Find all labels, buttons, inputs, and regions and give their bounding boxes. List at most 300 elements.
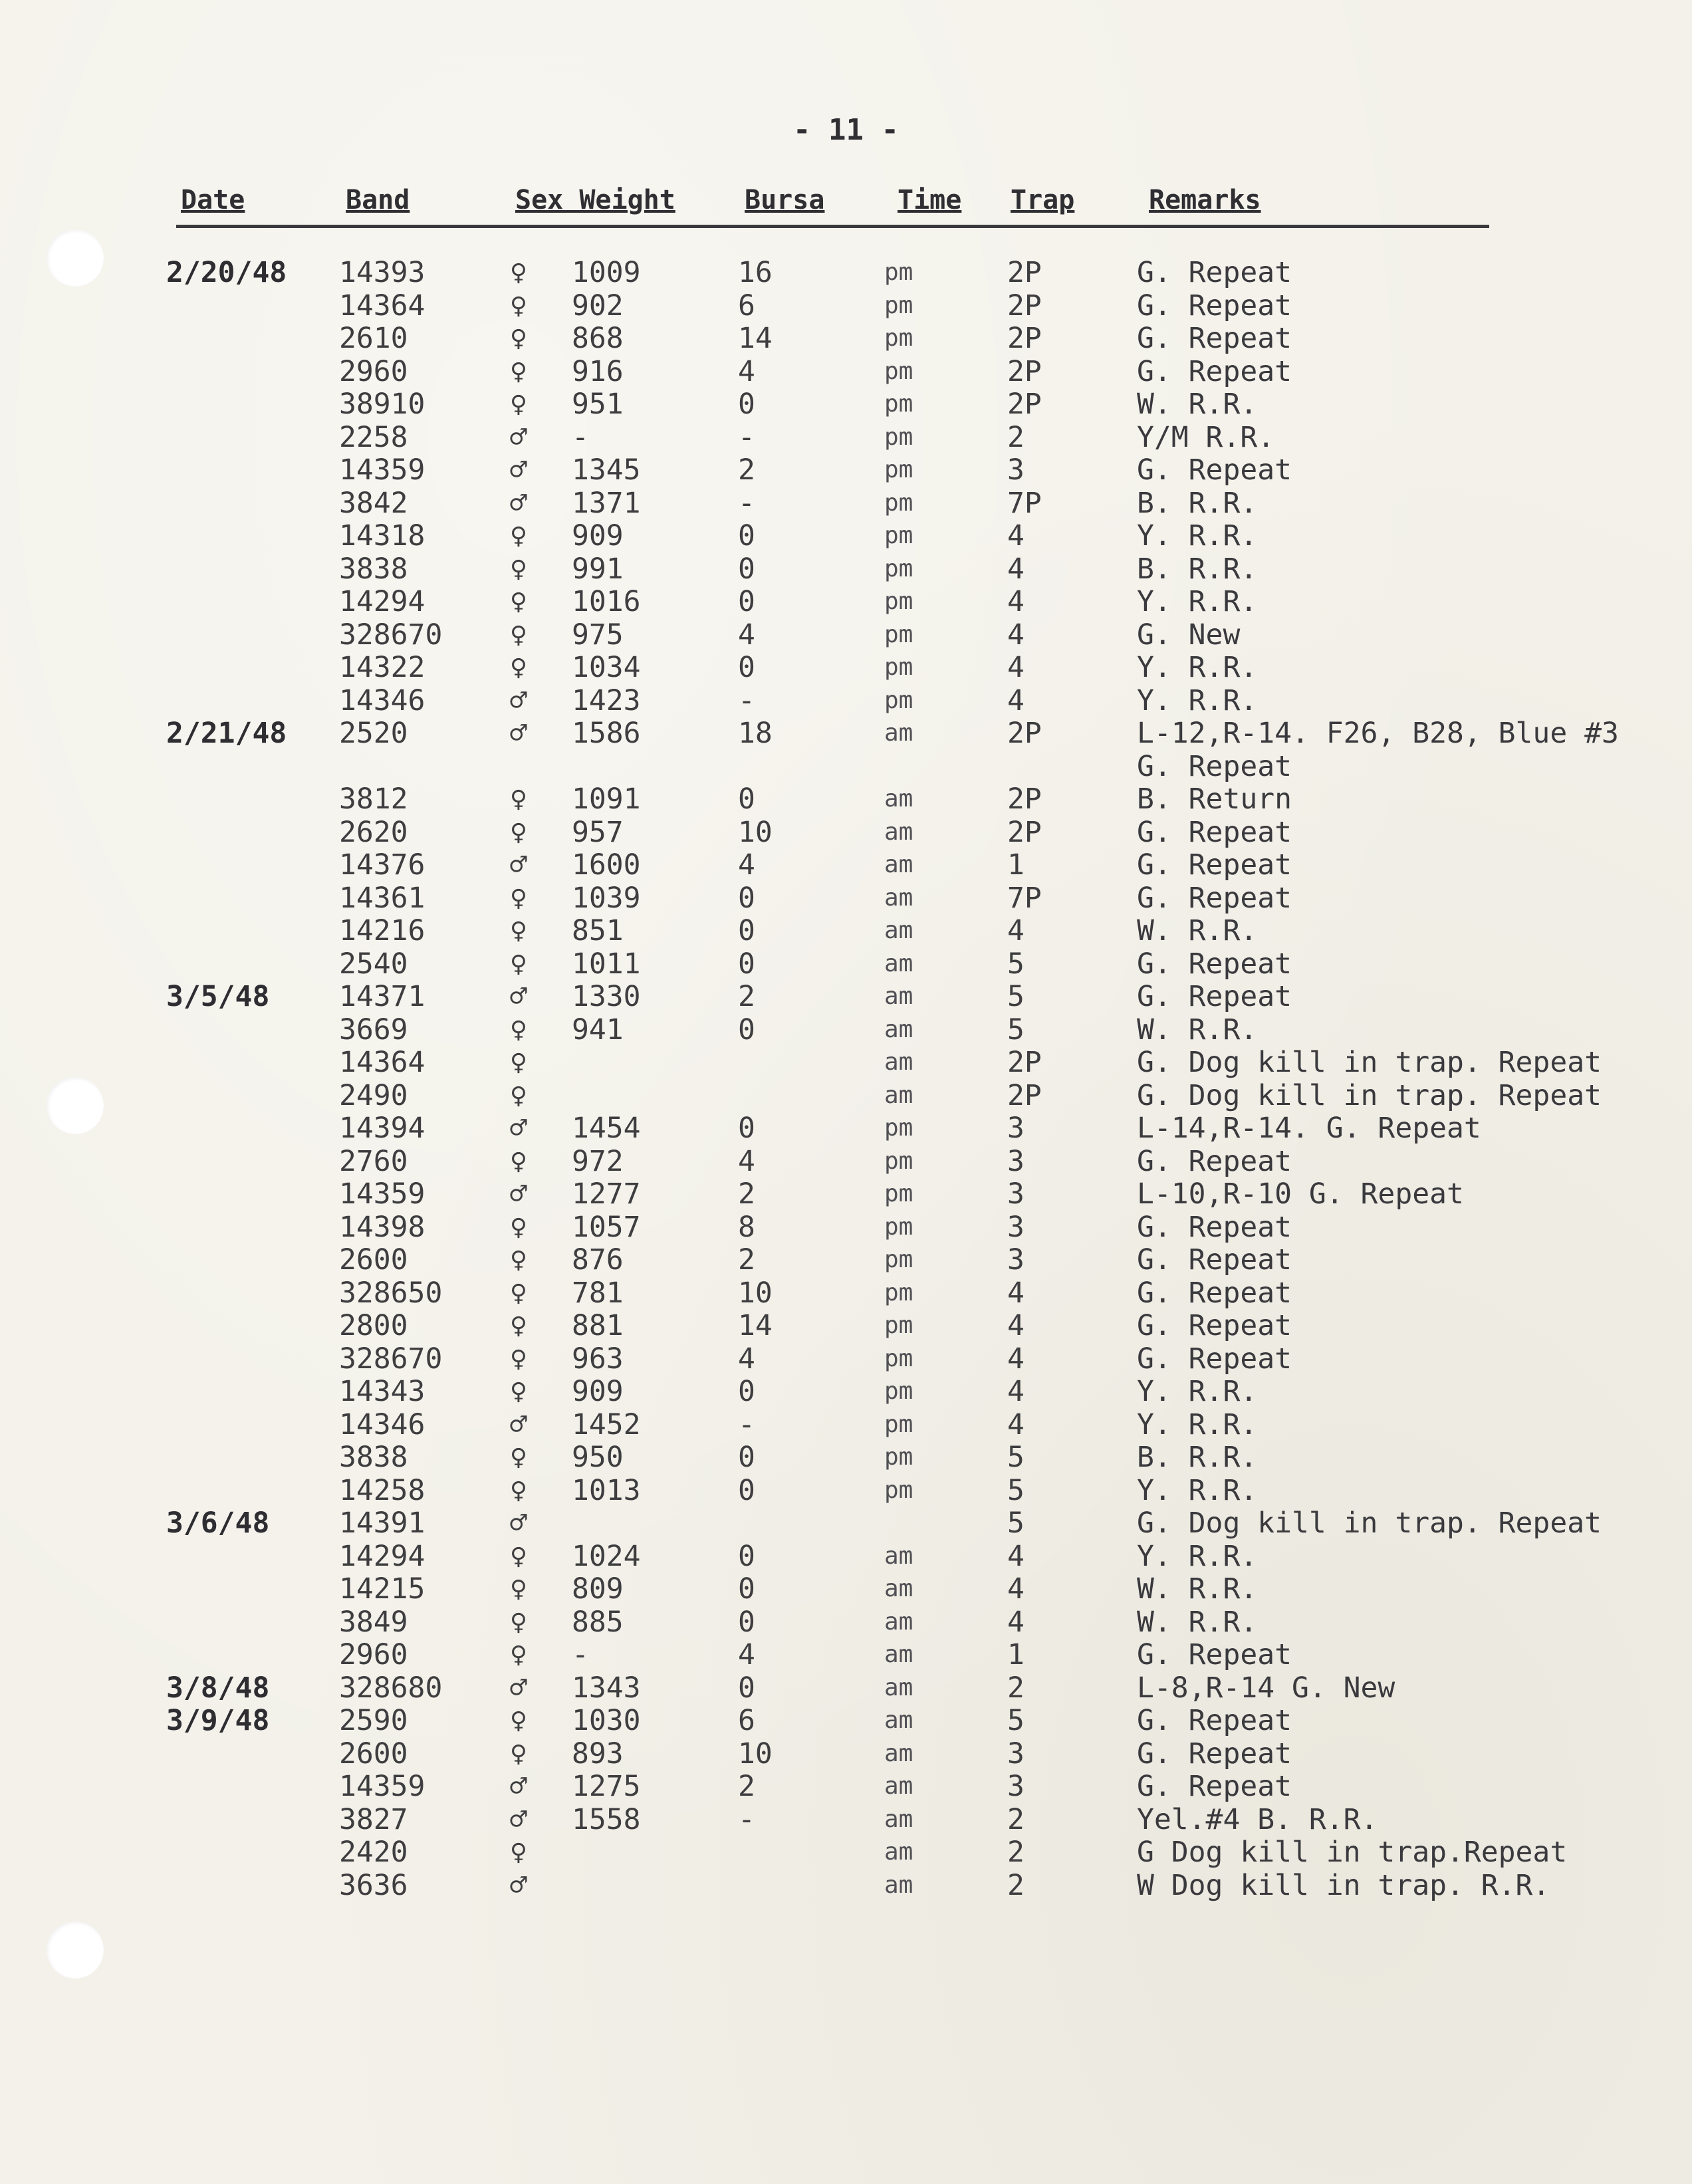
cell-weight: 1345 xyxy=(572,453,641,487)
cell-time: am xyxy=(884,1673,913,1701)
cell-band: 14318 xyxy=(339,519,425,552)
cell-sex: ♀ xyxy=(510,1243,527,1276)
cell-date: 3/8/48 xyxy=(166,1671,270,1705)
cell-band: 14346 xyxy=(339,683,425,717)
cell-weight: 916 xyxy=(572,354,624,388)
cell-weight: 902 xyxy=(572,289,624,322)
cell-bursa: 0 xyxy=(738,1112,755,1145)
cell-sex: ♀ xyxy=(510,1375,527,1408)
cell-sex: ♂ xyxy=(510,980,527,1013)
table-row xyxy=(0,848,1692,882)
cell-remarks: L-8,R-14 G. New xyxy=(1137,1671,1395,1705)
table-row xyxy=(0,1803,1692,1836)
cell-band: 14391 xyxy=(339,1507,425,1540)
cell-time: am xyxy=(884,719,913,747)
cell-remarks: G. Repeat xyxy=(1137,1144,1292,1178)
cell-weight: 909 xyxy=(572,1375,624,1408)
cell-time: pm xyxy=(884,1278,913,1306)
cell-bursa: 4 xyxy=(738,1144,755,1178)
cell-band: 14398 xyxy=(339,1210,425,1244)
cell-trap: 4 xyxy=(1007,651,1025,684)
cell-sex: ♀ xyxy=(510,783,527,816)
cell-remarks: G. Repeat xyxy=(1137,256,1292,289)
cell-trap: 7P xyxy=(1007,486,1042,520)
cell-time: am xyxy=(884,1739,913,1767)
cell-time: pm xyxy=(884,1213,913,1241)
cell-date: 3/5/48 xyxy=(166,980,270,1013)
cell-trap: 2P xyxy=(1007,354,1042,388)
cell-bursa: 0 xyxy=(738,1572,755,1606)
cell-trap: 2P xyxy=(1007,783,1042,816)
cell-trap: 5 xyxy=(1007,1704,1025,1737)
cell-remarks: Y. R.R. xyxy=(1137,1407,1258,1441)
cell-band: 14393 xyxy=(339,256,425,289)
cell-sex: ♀ xyxy=(510,1046,527,1079)
cell-bursa: 0 xyxy=(738,519,755,552)
cell-weight: 972 xyxy=(572,1144,624,1178)
cell-sex: ♀ xyxy=(510,388,527,421)
cell-band: 14343 xyxy=(339,1375,425,1408)
cell-bursa: 0 xyxy=(738,388,755,421)
table-row xyxy=(0,355,1692,388)
cell-band: 2590 xyxy=(339,1704,408,1737)
table-row xyxy=(0,1770,1692,1803)
table-row xyxy=(0,1836,1692,1869)
cell-remarks: L-10,R-10 G. Repeat xyxy=(1137,1177,1464,1211)
table-row xyxy=(0,1112,1692,1145)
table-row xyxy=(0,585,1692,618)
cell-remarks: G. Repeat xyxy=(1137,947,1292,981)
table-row xyxy=(0,1211,1692,1244)
cell-weight: 851 xyxy=(572,914,624,947)
cell-trap: 3 xyxy=(1007,1112,1025,1145)
cell-weight: 963 xyxy=(572,1342,624,1376)
table-row xyxy=(0,1737,1692,1770)
cell-weight: 1423 xyxy=(572,683,641,717)
table-row xyxy=(0,1507,1692,1540)
cell-band: 14359 xyxy=(339,453,425,487)
table-row xyxy=(0,487,1692,520)
cell-band: 3669 xyxy=(339,1013,408,1046)
cell-time: am xyxy=(884,1641,913,1668)
cell-weight: 1371 xyxy=(572,486,641,520)
cell-band: 38910 xyxy=(339,388,425,421)
table-row xyxy=(0,618,1692,652)
cell-band: 14364 xyxy=(339,289,425,322)
cell-band: 14394 xyxy=(339,1112,425,1145)
cell-band: 3812 xyxy=(339,783,408,816)
cell-trap: 4 xyxy=(1007,914,1025,947)
cell-time: am xyxy=(884,1575,913,1602)
cell-bursa: 2 xyxy=(738,1770,755,1803)
cell-weight: 957 xyxy=(572,815,624,849)
table-row xyxy=(0,980,1692,1013)
cell-trap: 4 xyxy=(1007,1572,1025,1606)
cell-weight: 975 xyxy=(572,618,624,652)
cell-bursa: - xyxy=(738,420,755,454)
cell-time: pm xyxy=(884,357,913,385)
cell-sex: ♀ xyxy=(510,1342,527,1376)
cell-time: am xyxy=(884,1707,913,1734)
cell-time: am xyxy=(884,949,913,977)
cell-date: 3/6/48 xyxy=(166,1507,270,1540)
cell-band: 3838 xyxy=(339,552,408,586)
cell-time: am xyxy=(884,1838,913,1866)
cell-band: 14322 xyxy=(339,651,425,684)
table-row xyxy=(0,256,1692,289)
table-row xyxy=(0,1869,1692,1902)
cell-trap: 3 xyxy=(1007,1243,1025,1276)
cell-time: am xyxy=(884,1871,913,1899)
cell-band: 2540 xyxy=(339,947,408,981)
cell-band: 328650 xyxy=(339,1276,443,1310)
cell-trap: 4 xyxy=(1007,519,1025,552)
cell-sex: ♀ xyxy=(510,1441,527,1474)
header-remarks: Remarks xyxy=(1149,185,1261,215)
cell-bursa: 16 xyxy=(738,256,773,289)
cell-band: 328670 xyxy=(339,618,443,652)
cell-bursa: 8 xyxy=(738,1210,755,1244)
cell-sex: ♀ xyxy=(510,651,527,684)
cell-remarks: G. Dog kill in trap. Repeat xyxy=(1137,1078,1602,1112)
cell-band: 14371 xyxy=(339,980,425,1013)
cell-time: pm xyxy=(884,1410,913,1438)
table-row xyxy=(0,1276,1692,1310)
table-row xyxy=(0,816,1692,849)
cell-trap: 2 xyxy=(1007,1836,1025,1869)
cell-time: pm xyxy=(884,1180,913,1207)
cell-time: pm xyxy=(884,654,913,681)
cell-bursa: 0 xyxy=(738,651,755,684)
cell-remarks: B. R.R. xyxy=(1137,552,1258,586)
cell-bursa: 4 xyxy=(738,848,755,882)
table-row xyxy=(0,1540,1692,1573)
cell-sex: ♀ xyxy=(510,1276,527,1310)
cell-sex: ♂ xyxy=(510,453,527,487)
header-rule xyxy=(176,225,1489,228)
cell-trap: 2P xyxy=(1007,717,1042,750)
cell-bursa: 0 xyxy=(738,1671,755,1705)
cell-remarks: G. Repeat xyxy=(1137,1737,1292,1770)
cell-band: 14294 xyxy=(339,1539,425,1573)
table-row xyxy=(0,1408,1692,1441)
cell-remarks: G. Repeat xyxy=(1137,980,1292,1013)
cell-band: 2620 xyxy=(339,815,408,849)
cell-sex: ♂ xyxy=(510,1770,527,1803)
cell-time: pm xyxy=(884,291,913,319)
cell-trap: 3 xyxy=(1007,1770,1025,1803)
cell-sex: ♂ xyxy=(510,848,527,882)
cell-bursa: 2 xyxy=(738,453,755,487)
cell-time: am xyxy=(884,917,913,944)
cell-weight: 1034 xyxy=(572,651,641,684)
table-row xyxy=(0,1704,1692,1737)
cell-weight: 1600 xyxy=(572,848,641,882)
table-row xyxy=(0,1606,1692,1639)
cell-sex: ♀ xyxy=(510,1539,527,1573)
cell-weight: 1343 xyxy=(572,1671,641,1705)
table-row xyxy=(0,1145,1692,1178)
cell-remarks: Yel.#4 B. R.R. xyxy=(1137,1802,1378,1836)
cell-bursa: 4 xyxy=(738,354,755,388)
table-row xyxy=(0,651,1692,684)
cell-time: am xyxy=(884,818,913,846)
cell-time: am xyxy=(884,1015,913,1043)
cell-sex: ♀ xyxy=(510,1013,527,1046)
cell-sex: ♀ xyxy=(510,1737,527,1770)
cell-remarks: W. R.R. xyxy=(1137,388,1258,421)
cell-trap: 4 xyxy=(1007,1342,1025,1376)
cell-bursa: 10 xyxy=(738,1276,773,1310)
cell-remarks: G. Repeat xyxy=(1137,881,1292,915)
cell-sex: ♀ xyxy=(510,519,527,552)
cell-trap: 4 xyxy=(1007,683,1025,717)
cell-remarks: G. Repeat xyxy=(1137,848,1292,882)
cell-remarks: G. Repeat xyxy=(1137,1704,1292,1737)
cell-bursa: 4 xyxy=(738,1638,755,1671)
cell-remarks: G. Repeat xyxy=(1137,1638,1292,1671)
cell-bursa: 0 xyxy=(738,585,755,618)
table-row xyxy=(0,453,1692,487)
cell-sex: ♀ xyxy=(510,1836,527,1869)
header-sex-weight: Sex Weight xyxy=(515,185,675,215)
cell-band: 2610 xyxy=(339,322,408,355)
cell-remarks: Y. R.R. xyxy=(1137,1539,1258,1573)
header-time: Time xyxy=(898,185,962,215)
header-band: Band xyxy=(346,185,410,215)
cell-time: am xyxy=(884,851,913,878)
cell-band: 14258 xyxy=(339,1473,425,1507)
cell-trap: 3 xyxy=(1007,453,1025,487)
cell-time: pm xyxy=(884,1344,913,1372)
cell-sex: ♀ xyxy=(510,1572,527,1606)
cell-time: pm xyxy=(884,1378,913,1405)
cell-band: 14294 xyxy=(339,585,425,618)
cell-weight: 991 xyxy=(572,552,624,586)
cell-weight: 1013 xyxy=(572,1473,641,1507)
cell-trap: 2P xyxy=(1007,1078,1042,1112)
cell-weight: 1057 xyxy=(572,1210,641,1244)
cell-bursa: 2 xyxy=(738,980,755,1013)
cell-band: 3827 xyxy=(339,1802,408,1836)
cell-bursa: 6 xyxy=(738,1704,755,1737)
cell-trap: 5 xyxy=(1007,980,1025,1013)
cell-bursa: 0 xyxy=(738,1605,755,1639)
cell-sex: ♂ xyxy=(510,1507,527,1540)
cell-trap: 1 xyxy=(1007,1638,1025,1671)
cell-sex: ♀ xyxy=(510,1144,527,1178)
cell-time: pm xyxy=(884,324,913,352)
cell-trap: 4 xyxy=(1007,552,1025,586)
cell-sex: ♀ xyxy=(510,322,527,355)
cell-weight: 809 xyxy=(572,1572,624,1606)
cell-remarks: Y. R.R. xyxy=(1137,651,1258,684)
cell-bursa: 18 xyxy=(738,717,773,750)
cell-band: 3842 xyxy=(339,486,408,520)
cell-weight: 941 xyxy=(572,1013,624,1046)
cell-band: 2490 xyxy=(339,1078,408,1112)
cell-band: 14376 xyxy=(339,848,425,882)
cell-sex: ♀ xyxy=(510,289,527,322)
cell-trap: 2 xyxy=(1007,1868,1025,1902)
cell-weight: 1091 xyxy=(572,783,641,816)
cell-trap: 2P xyxy=(1007,289,1042,322)
cell-time: am xyxy=(884,884,913,911)
cell-weight: - xyxy=(572,1638,589,1671)
cell-sex: ♂ xyxy=(510,420,527,454)
cell-trap: 4 xyxy=(1007,1539,1025,1573)
cell-weight: 893 xyxy=(572,1737,624,1770)
cell-band: 2520 xyxy=(339,717,408,750)
cell-date: 3/9/48 xyxy=(166,1704,270,1737)
table-row xyxy=(0,1638,1692,1671)
cell-remarks: G. Repeat xyxy=(1137,1210,1292,1244)
cell-band: 2760 xyxy=(339,1144,408,1178)
cell-remarks: G. Repeat xyxy=(1137,322,1292,355)
cell-trap: 5 xyxy=(1007,1507,1025,1540)
cell-time: pm xyxy=(884,1476,913,1504)
cell-band: 14361 xyxy=(339,881,425,915)
cell-remarks: W. R.R. xyxy=(1137,1013,1258,1046)
table-row xyxy=(0,1572,1692,1606)
cell-weight: 885 xyxy=(572,1605,624,1639)
cell-sex: ♀ xyxy=(510,354,527,388)
cell-bursa: 4 xyxy=(738,1342,755,1376)
cell-bursa: - xyxy=(738,1407,755,1441)
cell-sex: ♀ xyxy=(510,1473,527,1507)
header-bursa: Bursa xyxy=(745,185,825,215)
table-row xyxy=(0,322,1692,355)
cell-trap: 5 xyxy=(1007,947,1025,981)
cell-trap: 3 xyxy=(1007,1737,1025,1770)
cell-weight: 1030 xyxy=(572,1704,641,1737)
table-row xyxy=(0,882,1692,915)
cell-band: 328680 xyxy=(339,1671,443,1705)
cell-remarks: L-12,R-14. F26, B28, Blue #3 xyxy=(1137,717,1619,750)
cell-sex: ♂ xyxy=(510,1407,527,1441)
cell-weight: 876 xyxy=(572,1243,624,1276)
cell-sex: ♀ xyxy=(510,585,527,618)
cell-bursa: 0 xyxy=(738,1539,755,1573)
cell-bursa: - xyxy=(738,683,755,717)
cell-time: am xyxy=(884,785,913,812)
cell-trap: 2P xyxy=(1007,815,1042,849)
cell-trap: 2P xyxy=(1007,322,1042,355)
cell-remarks: G. Dog kill in trap. Repeat xyxy=(1137,1507,1602,1540)
cell-trap: 2P xyxy=(1007,1046,1042,1079)
cell-remarks: G. Repeat xyxy=(1137,1276,1292,1310)
cell-trap: 4 xyxy=(1007,618,1025,652)
cell-sex: ♂ xyxy=(510,1177,527,1211)
cell-trap: 4 xyxy=(1007,585,1025,618)
cell-bursa: - xyxy=(738,486,755,520)
cell-weight: 1277 xyxy=(572,1177,641,1211)
cell-remarks: G. Repeat xyxy=(1137,289,1292,322)
cell-trap: 5 xyxy=(1007,1473,1025,1507)
cell-trap: 4 xyxy=(1007,1407,1025,1441)
cell-bursa: 4 xyxy=(738,618,755,652)
cell-weight: 1016 xyxy=(572,585,641,618)
cell-weight: 1009 xyxy=(572,256,641,289)
cell-band: 2258 xyxy=(339,420,408,454)
cell-trap: 3 xyxy=(1007,1177,1025,1211)
table-row xyxy=(0,1079,1692,1112)
cell-remarks: W. R.R. xyxy=(1137,914,1258,947)
cell-sex: ♀ xyxy=(510,815,527,849)
cell-bursa: 0 xyxy=(738,881,755,915)
cell-remarks: W Dog kill in trap. R.R. xyxy=(1137,1868,1550,1902)
cell-remarks: G. Repeat xyxy=(1137,1243,1292,1276)
cell-trap: 2P xyxy=(1007,388,1042,421)
cell-remarks: G. Dog kill in trap. Repeat xyxy=(1137,1046,1602,1079)
cell-sex: ♂ xyxy=(510,486,527,520)
table-row xyxy=(0,388,1692,421)
cell-sex: ♀ xyxy=(510,1605,527,1639)
page-number: - 11 - xyxy=(793,113,899,147)
table-row xyxy=(0,1342,1692,1376)
cell-remarks: Y/M R.R. xyxy=(1137,420,1275,454)
table-row xyxy=(0,421,1692,454)
cell-bursa: 0 xyxy=(738,1375,755,1408)
cell-sex: ♀ xyxy=(510,1704,527,1737)
cell-weight: 1586 xyxy=(572,717,641,750)
cell-bursa: 0 xyxy=(738,783,755,816)
cell-remarks: Y. R.R. xyxy=(1137,585,1258,618)
cell-sex: ♀ xyxy=(510,914,527,947)
table-row xyxy=(0,750,1692,783)
cell-sex: ♂ xyxy=(510,683,527,717)
table-row xyxy=(0,1046,1692,1079)
table-row xyxy=(0,1474,1692,1507)
cell-bursa: 0 xyxy=(738,1013,755,1046)
table-row xyxy=(0,1441,1692,1474)
cell-bursa: 0 xyxy=(738,914,755,947)
cell-trap: 1 xyxy=(1007,848,1025,882)
cell-band: 2600 xyxy=(339,1737,408,1770)
cell-band: 14215 xyxy=(339,1572,425,1606)
cell-time: am xyxy=(884,1772,913,1800)
binder-hole-bottom xyxy=(47,1921,104,1979)
table-row xyxy=(0,1013,1692,1046)
cell-time: pm xyxy=(884,522,913,549)
cell-band: 2960 xyxy=(339,1638,408,1671)
cell-time: pm xyxy=(884,456,913,483)
cell-time: am xyxy=(884,1048,913,1076)
cell-remarks: G. Repeat xyxy=(1137,815,1292,849)
cell-time: am xyxy=(884,1081,913,1109)
cell-weight: 1454 xyxy=(572,1112,641,1145)
cell-sex: ♂ xyxy=(510,1802,527,1836)
cell-time: pm xyxy=(884,390,913,418)
cell-remarks: Y. R.R. xyxy=(1137,683,1258,717)
cell-time: pm xyxy=(884,588,913,615)
table-row xyxy=(0,947,1692,981)
cell-sex: ♀ xyxy=(510,256,527,289)
cell-time: pm xyxy=(884,1312,913,1339)
cell-time: pm xyxy=(884,259,913,286)
cell-weight: 1558 xyxy=(572,1802,641,1836)
cell-time: pm xyxy=(884,489,913,517)
cell-sex: ♀ xyxy=(510,1638,527,1671)
cell-trap: 5 xyxy=(1007,1441,1025,1474)
cell-sex: ♀ xyxy=(510,618,527,652)
cell-sex: ♀ xyxy=(510,881,527,915)
cell-time: pm xyxy=(884,1114,913,1142)
cell-time: am xyxy=(884,1542,913,1570)
cell-weight: 881 xyxy=(572,1309,624,1342)
cell-band: 2800 xyxy=(339,1309,408,1342)
cell-band: 14346 xyxy=(339,1407,425,1441)
